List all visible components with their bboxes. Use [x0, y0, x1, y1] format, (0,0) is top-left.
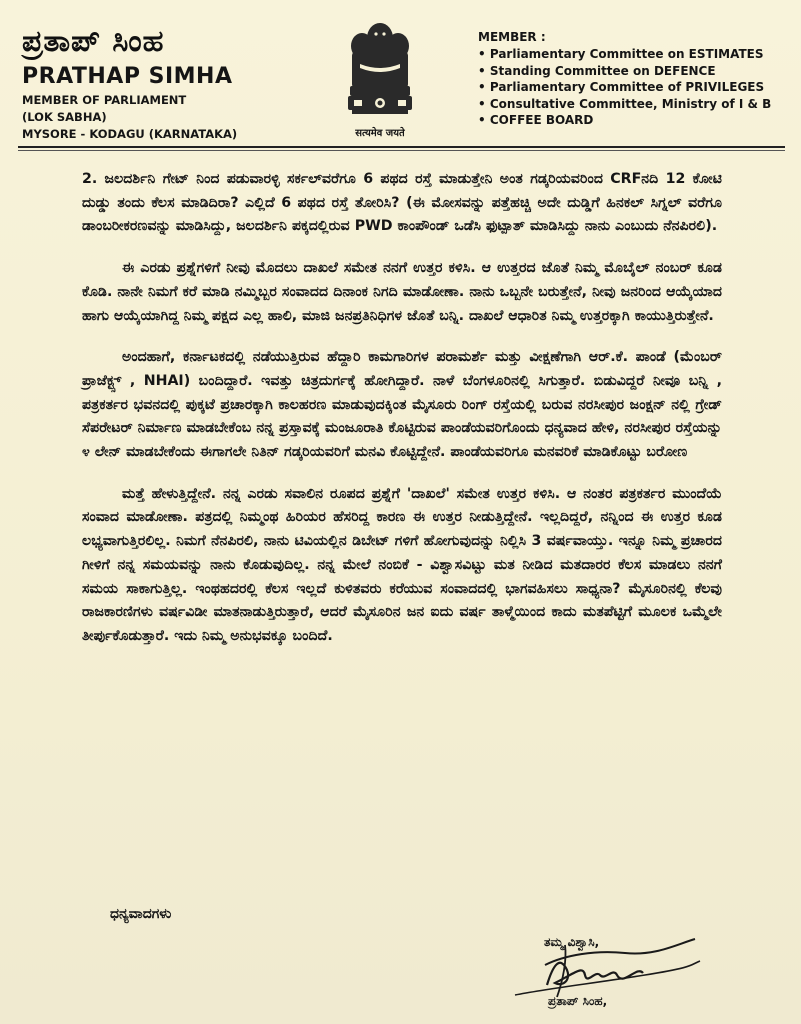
closing-thanks: ಧನ್ಯವಾದಗಳು — [110, 906, 172, 922]
paragraph: 2. ಜಲದರ್ಶಿನಿ ಗೇಟ್ ನಿಂದ ಪಡುವಾರಳ್ಳಿ ಸರ್ಕಲ್‌ವರೆಗೂ 6 ಪಥದ ರಸ್ತೆ ಮಾಡುತ್ತೇನಿ ಅಂತ ಗಡ್ಕರಿಯವರಿಂದ CRFನದಿ 12 ಕೋಟಿ ದುಡ್ಡು ತಂದು ಕೆಲಸ ಮಾಡಿದಿರಾ? ಎಲ್ಲಿದೆ 6 ಪಥದ ರಸ್ತೆ ತೋರಿಸಿ? (ಈ ಮೋಸವನ್ನು ಪತ್ತೆಹಚ್ಚಿ ಅದೇ ದುಡ್ಡಿಗೆ ಹಿನಕಲ್ ಸಿಗ್ನಲ್ ವರೆಗೂ ಡಾಂಬರೀಕರಣವನ್ನು ಮಾಡಿಸಿದ್ದು, ಜಲದರ್ಶಿನಿ ಪಕ್ಕದಲ್ಲಿರುವ PWD ಕಾಂಪೌಂಡ್ ಒಡೆಸಿ ಫುಟ್ಪಾತ್ ಮಾಡಿಸಿದ್ದು ನಾನು ಎಂಬುದು ನೆನಪಿರಲಿ). — [82, 171, 722, 235]
membership-item: • COFFEE BOARD — [478, 112, 778, 129]
signature-salutation: ತಮ್ಮ ವಿಶ್ವಾಸಿ, — [544, 935, 600, 949]
membership-item: • Parliamentary Committee of PRIVILEGES — [478, 79, 778, 96]
letterhead — [0, 0, 801, 150]
mp-constituency: MYSORE - KODAGU (KARNATAKA) — [22, 127, 238, 141]
paragraph: ಅಂದಹಾಗೆ, ಕರ್ನಾಟಕದಲ್ಲಿ ನಡೆಯುತ್ತಿರುವ ಹೆದ್ದಾರಿ ಕಾಮಗಾರಿಗಳ ಪರಾಮರ್ಶೆ ಮತ್ತು ವೀಕ್ಷಣೆಗಾಗಿ ಆರ್.ಕೆ. ಪಾಂಡೆ (ಮೆಂಬರ್ ಪ್ರಾಜೆಕ್ಟ್ಸ್ , NHAI) ಬಂದಿದ್ದಾರೆ. ಇವತ್ತು ಚಿತ್ರದುರ್ಗಕ್ಕೆ ಹೋಗಿದ್ದಾರೆ. ನಾಳೆ ಬೆಂಗಳೂರಿನಲ್ಲಿ ಸಿಗುತ್ತಾರೆ. ಬಿಡುವಿದ್ದರೆ ನೀವೂ ಬನ್ನಿ , ಪತ್ರಕರ್ತರ ಭವನದಲ್ಲಿ ಪುಕ್ಕಟೆ ಪ್ರಚಾರಕ್ಕಾಗಿ ಕಾಲಹರಣ ಮಾಡುವುದಕ್ಕಿಂತ ಮೈಸೂರು ರಿಂಗ್ ರಸ್ತೆಯಲ್ಲಿ ಬರುವ ನರಸೀಪುರ ಜಂಕ್ಷನ್ ನಲ್ಲಿ ಗ್ರೇಡ್ ಸೆಪರೇಟರ್ ನಿರ್ಮಾಣ ಮಾಡಬೇಕೆಂಬ ನನ್ನ ಪ್ರಸ್ತಾವಕ್ಕೆ ಮಂಜೂರಾತಿ ಕೊಟ್ಟಿರುವ ಪಾಂಡೆಯವರಿಗೊಂದು ಧನ್ಯವಾದ ಹೇಳಿ, ನರಸೀಪುರ ರಸ್ತೆಯನ್ನು ೪ ಲೇನ್ ಮಾಡಬೇಕೆಂದು ಈಗಾಗಲೇ ನಿತಿನ್ ಗಡ್ಕರಿಯವರಿಗೆ ಮನವಿ ಕೊಟ್ಟಿದ್ದೇನೆ. ಪಾಂಡೆಯವರಿಗೂ ಮನವರಿಕೆ ಮಾಡಿಕೊಟ್ಟು ಬರೋಣ — [82, 349, 722, 461]
membership-list — [478, 30, 778, 129]
membership-item: • Consultative Committee, Ministry of I & B — [478, 96, 778, 113]
mp-name-english: PRATHAP SIMHA — [22, 64, 233, 89]
emblem-motto: सत्यमेव जयते — [355, 128, 405, 139]
mp-role: MEMBER OF PARLIAMENT — [22, 93, 187, 107]
header-divider-thin — [18, 150, 785, 151]
signature-name: ಪ್ರತಾಪ್ ಸಿಂಹ, — [548, 994, 608, 1008]
letter-body — [82, 168, 722, 667]
membership-item: • Parliamentary Committee on ESTIMATES — [478, 46, 778, 63]
membership-item: • Standing Committee on DEFENCE — [478, 63, 778, 80]
mp-name-kannada: ಪ್ರತಾಪ್ ಸಿಂಹ — [22, 24, 165, 59]
header-divider — [18, 146, 785, 148]
paragraph: ಈ ಎರಡು ಪ್ರಶ್ನೆಗಳಿಗೆ ನೀವು ಮೊದಲು ದಾಖಲೆ ಸಮೇತ ನನಗೆ ಉತ್ತರ ಕಳಿಸಿ. ಆ ಉತ್ತರದ ಜೊತೆ ನಿಮ್ಮ ಮೊಬೈಲ್ ನಂಬರ್ ಕೂಡ ಕೊಡಿ. ನಾನೇ ನಿಮಗೆ ಕರೆ ಮಾಡಿ ನಮ್ಮಿಬ್ಬರ ಸಂವಾದದ ದಿನಾಂಕ ನಿಗದಿ ಮಾಡೋಣಾ. ನಾನು ಒಬ್ಬನೇ ಬರುತ್ತೇನೆ, ನೀವು ಜನರಿಂದ ಆಯ್ಕೆಯಾದ ಹಾಗು ಆಯ್ಕೆಯಾಗಿದ್ದ ನಿಮ್ಮ ಪಕ್ಷದ ಎಲ್ಲ ಹಾಲಿ, ಮಾಜಿ ಜನಪ್ರತಿನಿಧಿಗಳ ಜೊತೆ ಬನ್ನಿ. ದಾಖಲೆ ಆಧಾರಿತ ನಿಮ್ಮ ಉತ್ತರಕ್ಕಾಗಿ ಕಾಯುತ್ತಿರುತ್ತೇನೆ. — [82, 260, 722, 324]
national-emblem-icon — [340, 16, 420, 142]
mp-house: (LOK SABHA) — [22, 110, 107, 124]
paragraph: ಮತ್ತೆ ಹೇಳುತ್ತಿದ್ದೇನೆ. ನನ್ನ ಎರಡು ಸವಾಲಿನ ರೂಪದ ಪ್ರಶ್ನೆಗೆ 'ದಾಖಲೆ' ಸಮೇತ ಉತ್ತರ ಕಳಿಸಿ. ಆ ನಂತರ ಪತ್ರಕರ್ತರ ಮುಂದೆಯೆ ಸಂವಾದ ಮಾಡೋಣಾ. ಪತ್ರದಲ್ಲಿ ನಿಮ್ಮಂಥ ಹಿರಿಯರ ಹೆಸರಿದ್ದ ಕಾರಣ ಈ ಉತ್ತರ ನೀಡುತ್ತಿದ್ದೇನೆ. ಇಲ್ಲದಿದ್ದರೆ, ನನ್ನಿಂದ ಈ ಉತ್ತರ ಕೂಡ ಲಭ್ಯವಾಗುತ್ತಿರಲಿಲ್ಲ. ನಿಮಗೆ ನೆನಪಿರಲಿ, ನಾನು ಟಿವಿಯಲ್ಲಿನ ಡಿಬೇಟ್ ಗಳಿಗೆ ಹೋಗುವುದನ್ನು ನಿಲ್ಲಿಸಿ 3 ವರ್ಷವಾಯ್ತು. ಇನ್ನೂ ನಿಮ್ಮ ಪ್ರಚಾರದ ಗೀಳಿಗೆ ನನ್ನ ಸಮಯವನ್ನು ನಾನು ಕೊಡುವುದಿಲ್ಲ. ನನ್ನ ಮೇಲೆ ನಂಬಿಕೆ - ವಿಶ್ವಾಸವಿಟ್ಟು ಮತ ನೀಡಿದ ಮತದಾರರ ಕೆಲಸ ಮಾಡಲು ನನಗೆ ಸಮಯ ಸಾಕಾಗುತ್ತಿಲ್ಲ. ಇಂಥಹದರಲ್ಲಿ ಕೆಲಸ ಇಲ್ಲದೆ ಕುಳಿತವರು ಕರೆಯುವ ಸಂವಾದದಲ್ಲಿ ಭಾಗವಹಿಸಲು ಸಾಧ್ಯನಾ? ಮೈಸೂರಿನಲ್ಲಿ ಕೆಲವು ರಾಜಕಾರಣಿಗಳು ವರ್ಷವಿಡೀ ಮಾತನಾಡುತ್ತಿರುತ್ತಾರೆ, ಆದರೆ ಮೈಸೂರಿನ ಜನ ಐದು ವರ್ಷ ತಾಳ್ಮೆಯಿಂದ ಕಾದು ಮತಪೆಟ್ಟಿಗೆ ಮೂಲಕ ಒಮ್ಮೆಲೇ ತೀರ್ಪುಕೊಡುತ್ತಾರೆ. ಇದು ನಿಮ್ಮ ಅನುಭವಕ್ಕೂ ಬಂದಿದೆ. — [82, 485, 722, 644]
membership-title: MEMBER : — [478, 30, 546, 44]
